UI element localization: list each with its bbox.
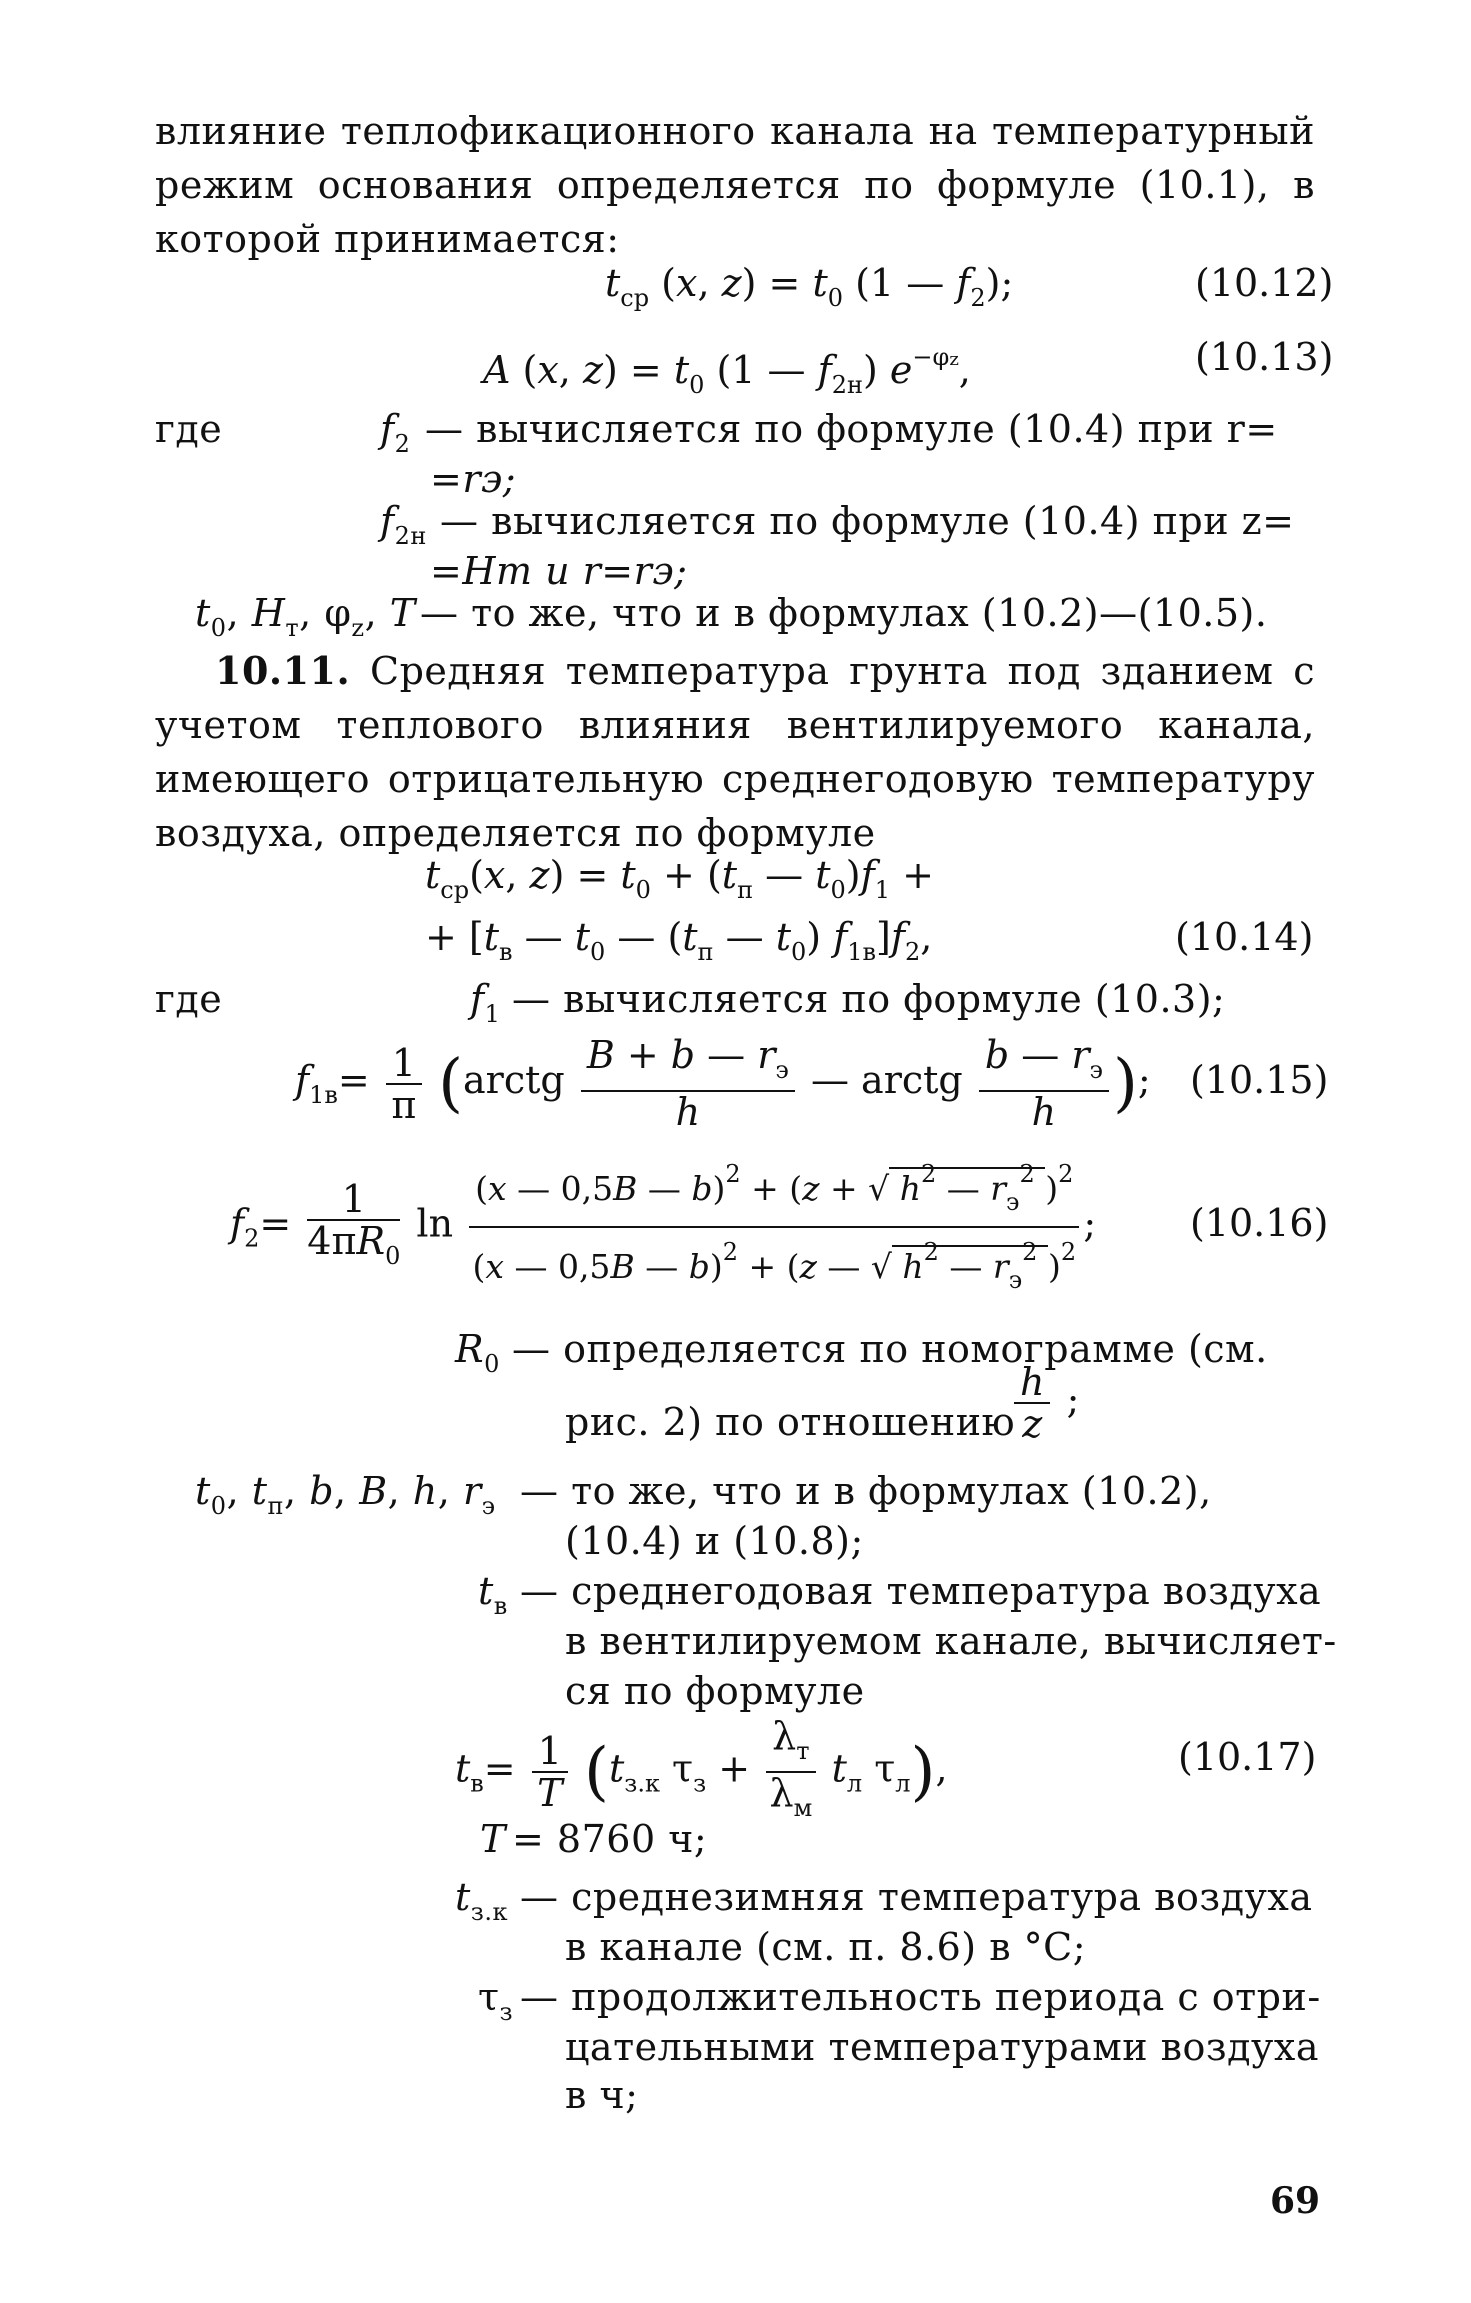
f2n-description: — вычисляется по формуле (10.4) при z= bbox=[440, 499, 1295, 543]
t0-description-2-cont: (10.4) и (10.8); bbox=[565, 1519, 864, 1563]
f2-description-cont: =rэ; bbox=[430, 457, 517, 501]
where-label-1: где bbox=[155, 407, 223, 451]
tauz-description-1: — продолжительность периода с отри- bbox=[520, 1975, 1321, 2019]
equation-10-17: $t_в=$ $\frac{1}{T}$ ($t_{з.к}$ $\tau_з$ + $\frac{\lambda_т}{\lambda_м}$ $t_л$ $\tau_л$), bbox=[455, 1714, 948, 1822]
tauz-description-3: в ч; bbox=[565, 2073, 639, 2117]
r0-description-cont: рис. 2) по отношению bbox=[565, 1400, 1016, 1444]
paragraph-number: 10.11. bbox=[215, 648, 351, 693]
r0-description: — определяется по номограмме (см. bbox=[512, 1327, 1268, 1371]
equation-number-10-16: (10.16) bbox=[1190, 1201, 1329, 1245]
tauz-description-2: цательными температурами воздуха bbox=[565, 2025, 1319, 2069]
equation-10-12: $t_{ср}$ (x, $z) = t_0$ (1 — $f_2$); bbox=[605, 261, 1014, 312]
equation-10-15: $f_{1в}=$ $\frac{1}{\pi}$ (arctg $\frac{B + b — r_э}{h}$ — arctg $\frac{b — r_э}{h}$ ); bbox=[295, 1033, 1151, 1134]
tv-description-3: ся по формуле bbox=[565, 1669, 865, 1713]
T-definition: = 8760 ч; bbox=[512, 1817, 708, 1861]
r0-symbol: $R_0$ bbox=[455, 1327, 500, 1378]
tzk-description-2: в канале (см. п. 8.6) в °С; bbox=[565, 1925, 1087, 1969]
equation-number-10-15: (10.15) bbox=[1190, 1058, 1329, 1102]
f2-symbol: $f_2$ bbox=[380, 407, 411, 458]
tv-symbol: $t_в$ bbox=[478, 1569, 508, 1620]
page-number: 69 bbox=[1270, 2180, 1321, 2222]
tzk-description-1: — среднезимняя температура воздуха bbox=[520, 1875, 1313, 1919]
intro-paragraph: влияние теплофикационного канала на температурный режим основания определяется по формуле (10.1), в которой принимается: bbox=[155, 109, 1315, 261]
T-symbol: T bbox=[480, 1817, 506, 1861]
equation-10-14-line1: $t_{ср}(x$, $z) = t_0 + (t_п$ — $t_0)f_1$ + bbox=[425, 853, 934, 904]
equation-10-13: A (x, $z) = t_0$ (1 — $f_{2н}$) $e^{-\varphi z}$, bbox=[483, 343, 971, 399]
equation-number-10-17: (10.17) bbox=[1178, 1735, 1317, 1779]
where-label-2: где bbox=[155, 977, 223, 1021]
h-over-z-fraction: $\frac{h}{z}$ ; bbox=[1010, 1362, 1079, 1444]
f1-description: — вычисляется по формуле (10.3); bbox=[512, 977, 1226, 1021]
equation-number-10-14: (10.14) bbox=[1175, 915, 1314, 959]
f2-description: — вычисляется по формуле (10.4) при r= bbox=[425, 407, 1278, 451]
paragraph-10-11 bbox=[155, 644, 1315, 860]
equation-10-14-line2: + [$t_в$ — $t_0$ — ($t_п$ — $t_0$) $f_{1в}]f_2$, bbox=[425, 915, 933, 966]
equation-10-16: $f_2=$ $\frac{1}{4\pi R_0}$ ln $\frac{(x — 0,5B — b)^2 + (z + √ h^2 — r_э^2 )^2}{(x — 0,5B — b)^2 + (z — √ h^2 — r_э^2 )^2}$ ; bbox=[230, 1150, 1096, 1304]
paragraph-text: Средняя температура грунта под зданием с учетом теплового влияния вентилируемого канала, имеющего отрицательную среднегодовую температуру воздуха, определяется по формуле bbox=[155, 649, 1315, 855]
t0-description-1: — то же, что и в формулах (10.2)—(10.5). bbox=[420, 591, 1268, 635]
t0-symbols-2: $t_0$, $t_п$, b, B, h, $r_э$ bbox=[195, 1469, 496, 1520]
equation-number-10-13: (10.13) bbox=[1195, 335, 1334, 379]
t0-symbols-1: $t_0$, $H_т$, $\varphi_z$, T bbox=[195, 591, 416, 642]
f1-symbol: $f_1$ bbox=[470, 977, 501, 1028]
f2n-description-cont: =Hт и r=rэ; bbox=[430, 549, 688, 593]
tv-description-1: — среднегодовая температура воздуха bbox=[520, 1569, 1322, 1613]
f2n-symbol: $f_{2н}$ bbox=[380, 499, 427, 550]
tv-description-2: в вентилируемом канале, вычисляет- bbox=[565, 1619, 1337, 1663]
equation-number-10-12: (10.12) bbox=[1195, 261, 1334, 305]
tzk-symbol: $t_{з.к}$ bbox=[455, 1875, 508, 1926]
tauz-symbol: $\tau_з$ bbox=[478, 1975, 514, 2026]
t0-description-2: — то же, что и в формулах (10.2), bbox=[520, 1469, 1212, 1513]
